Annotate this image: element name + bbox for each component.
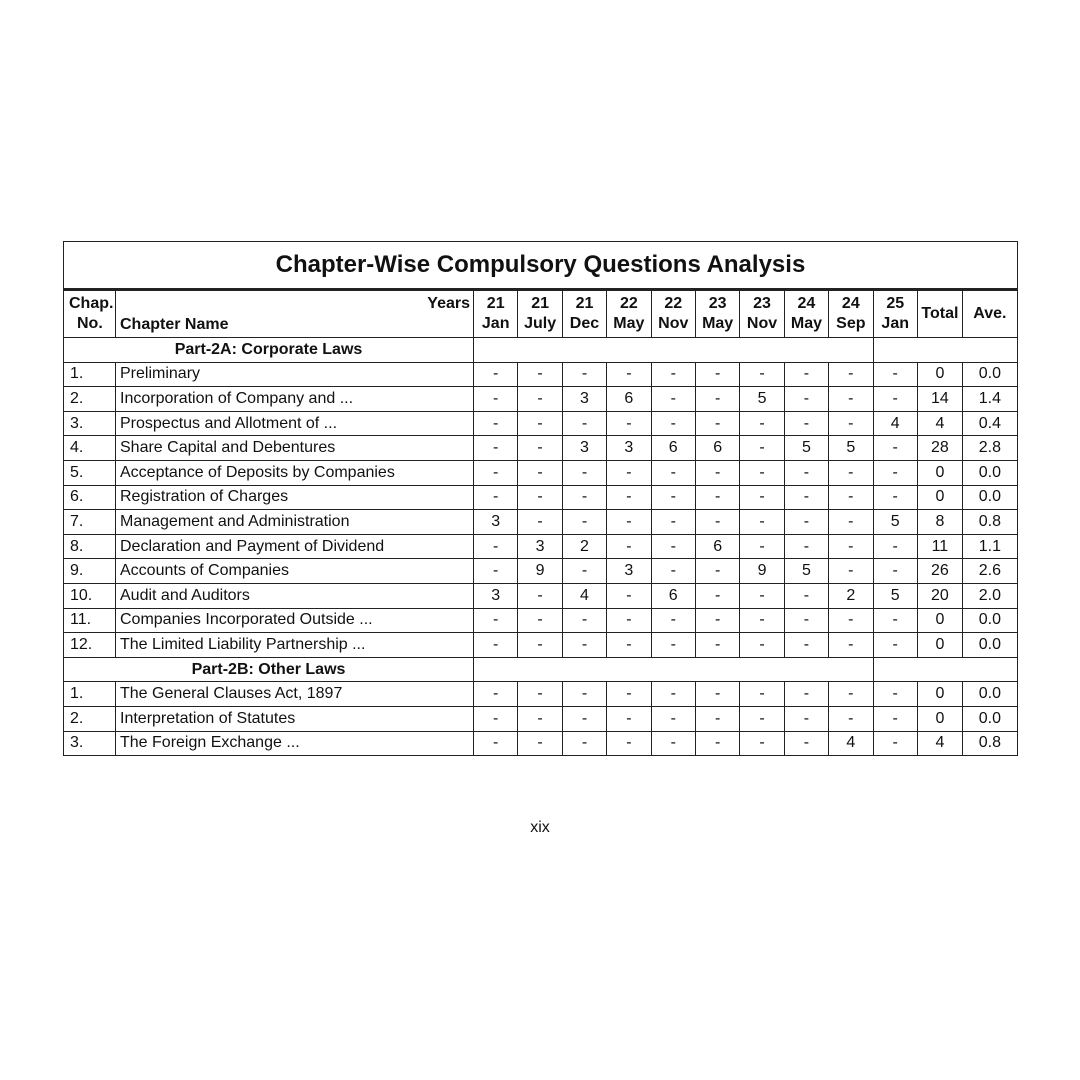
total-cell: 14 [917, 387, 962, 412]
year-value-cell: - [607, 534, 651, 559]
chapter-number: 6. [64, 485, 116, 510]
year-value-cell: - [784, 608, 828, 633]
year-value-cell: - [740, 485, 784, 510]
year-value-cell: - [562, 559, 606, 584]
year-value-cell: - [474, 387, 518, 412]
chapter-name: Registration of Charges [116, 485, 474, 510]
year-value-cell: - [651, 510, 695, 535]
year-value-cell: 6 [607, 387, 651, 412]
part-label: Part-2A: Corporate Laws [64, 338, 474, 363]
year-value-cell: - [562, 362, 606, 387]
chapter-name: Companies Incorporated Outside ... [116, 608, 474, 633]
year-value-cell: - [474, 460, 518, 485]
part-blank-cell [873, 657, 1017, 682]
year-value-cell: - [651, 608, 695, 633]
year-value-cell: - [607, 362, 651, 387]
chapter-number: 4. [64, 436, 116, 461]
total-cell: 0 [917, 362, 962, 387]
year-value-cell: 5 [873, 510, 917, 535]
year-value-cell: - [740, 460, 784, 485]
part-blank-cell [474, 338, 874, 363]
table-row [64, 362, 1018, 387]
analysis-table-container [63, 241, 1017, 756]
year-value-cell: - [562, 633, 606, 658]
year-value-cell: - [518, 510, 562, 535]
year-value-cell: - [474, 485, 518, 510]
total-cell: 8 [917, 510, 962, 535]
year-value-cell: - [829, 460, 873, 485]
year-label: 22 [664, 295, 683, 312]
year-value-cell: 3 [518, 534, 562, 559]
table-row [64, 534, 1018, 559]
year-value-cell: - [562, 731, 606, 756]
year-value-cell: - [695, 731, 739, 756]
year-value-cell: - [695, 485, 739, 510]
year-value-cell: - [695, 510, 739, 535]
year-value-cell: 3 [474, 583, 518, 608]
chapter-name: Declaration and Payment of Dividend [116, 534, 474, 559]
year-value-cell: - [829, 559, 873, 584]
chapter-name: Audit and Auditors [116, 583, 474, 608]
chapter-name: Accounts of Companies [116, 559, 474, 584]
year-column-header [695, 290, 739, 338]
year-value-cell: - [784, 534, 828, 559]
year-value-cell: - [784, 510, 828, 535]
years-label: Years [427, 295, 470, 312]
year-value-cell: - [784, 706, 828, 731]
year-value-cell: - [873, 682, 917, 707]
table-row [64, 460, 1018, 485]
year-value-cell: - [607, 411, 651, 436]
chapter-name: Management and Administration [116, 510, 474, 535]
year-value-cell: - [829, 387, 873, 412]
year-label: 21 [575, 295, 594, 312]
year-value-cell: - [474, 706, 518, 731]
chapter-number: 7. [64, 510, 116, 535]
chapter-name: Acceptance of Deposits by Companies [116, 460, 474, 485]
chapter-number: 11. [64, 608, 116, 633]
year-value-cell: - [607, 633, 651, 658]
ave-cell: 0.8 [962, 731, 1017, 756]
chap-no-header [64, 290, 116, 338]
year-value-cell: - [829, 411, 873, 436]
year-value-cell: - [740, 510, 784, 535]
ave-cell: 0.0 [962, 682, 1017, 707]
year-value-cell: 5 [873, 583, 917, 608]
year-value-cell: - [784, 460, 828, 485]
ave-cell: 0.8 [962, 510, 1017, 535]
table-row [64, 608, 1018, 633]
total-cell: 4 [917, 411, 962, 436]
total-cell: 26 [917, 559, 962, 584]
total-cell: 0 [917, 485, 962, 510]
month-label: Nov [658, 315, 689, 332]
year-value-cell: - [740, 706, 784, 731]
year-value-cell: - [651, 387, 695, 412]
year-value-cell: - [829, 633, 873, 658]
year-value-cell: - [695, 362, 739, 387]
ave-cell: 0.0 [962, 633, 1017, 658]
year-value-cell: - [829, 682, 873, 707]
chapter-number: 8. [64, 534, 116, 559]
year-label: 23 [708, 295, 727, 312]
chapter-number: 10. [64, 583, 116, 608]
year-value-cell: 9 [740, 559, 784, 584]
total-cell: 0 [917, 706, 962, 731]
header-row [64, 290, 1018, 338]
year-value-cell: 6 [651, 436, 695, 461]
total-cell: 0 [917, 633, 962, 658]
year-value-cell: - [651, 731, 695, 756]
year-value-cell: - [474, 362, 518, 387]
year-value-cell: - [695, 583, 739, 608]
chapter-number: 3. [64, 411, 116, 436]
part-heading-row [64, 657, 1018, 682]
year-value-cell: - [651, 682, 695, 707]
year-value-cell: - [829, 534, 873, 559]
year-value-cell: 5 [740, 387, 784, 412]
year-value-cell: - [829, 510, 873, 535]
year-value-cell: - [695, 633, 739, 658]
month-label: May [702, 315, 734, 332]
year-value-cell: - [607, 608, 651, 633]
year-value-cell: - [518, 460, 562, 485]
chap-no-line2: No. [77, 315, 103, 332]
year-value-cell: - [829, 706, 873, 731]
year-value-cell: - [695, 608, 739, 633]
part-blank-cell [474, 657, 874, 682]
year-value-cell: - [562, 608, 606, 633]
total-cell: 28 [917, 436, 962, 461]
year-value-cell: - [873, 362, 917, 387]
ave-cell: 2.0 [962, 583, 1017, 608]
total-cell: 0 [917, 608, 962, 633]
chapter-name: Prospectus and Allotment of ... [116, 411, 474, 436]
part-heading-row [64, 338, 1018, 363]
chapter-name: Interpretation of Statutes [116, 706, 474, 731]
chapter-name: Preliminary [116, 362, 474, 387]
year-value-cell: - [562, 706, 606, 731]
year-value-cell: - [695, 559, 739, 584]
year-value-cell: - [474, 411, 518, 436]
year-value-cell: - [740, 633, 784, 658]
year-column-header [474, 290, 518, 338]
total-header: Total [917, 290, 962, 338]
year-value-cell: - [784, 411, 828, 436]
year-value-cell: - [695, 411, 739, 436]
year-value-cell: 9 [518, 559, 562, 584]
year-value-cell: - [474, 633, 518, 658]
total-cell: 0 [917, 682, 962, 707]
year-column-header [607, 290, 651, 338]
year-value-cell: - [873, 460, 917, 485]
year-value-cell: - [518, 633, 562, 658]
year-value-cell: - [607, 583, 651, 608]
year-value-cell: - [873, 436, 917, 461]
year-value-cell: - [784, 682, 828, 707]
year-value-cell: - [474, 534, 518, 559]
analysis-table [63, 241, 1018, 756]
year-label: 25 [886, 295, 905, 312]
year-value-cell: - [562, 460, 606, 485]
year-value-cell: - [474, 608, 518, 633]
year-value-cell: - [518, 436, 562, 461]
month-label: May [613, 315, 645, 332]
year-value-cell: - [651, 633, 695, 658]
year-value-cell: - [740, 682, 784, 707]
chapter-name: Share Capital and Debentures [116, 436, 474, 461]
ave-cell: 2.8 [962, 436, 1017, 461]
year-value-cell: - [784, 485, 828, 510]
table-row [64, 731, 1018, 756]
year-value-cell: - [651, 485, 695, 510]
year-label: 21 [486, 295, 505, 312]
year-value-cell: - [607, 731, 651, 756]
year-column-header [651, 290, 695, 338]
year-value-cell: 5 [784, 436, 828, 461]
year-value-cell: - [873, 559, 917, 584]
total-cell: 4 [917, 731, 962, 756]
year-value-cell: 4 [562, 583, 606, 608]
year-value-cell: - [651, 362, 695, 387]
chapter-name: The Limited Liability Partnership ... [116, 633, 474, 658]
year-value-cell: - [607, 460, 651, 485]
year-value-cell: - [695, 387, 739, 412]
year-value-cell: - [740, 583, 784, 608]
part-blank-cell [873, 338, 1017, 363]
year-value-cell: - [518, 682, 562, 707]
year-value-cell: 6 [695, 436, 739, 461]
year-value-cell: - [607, 485, 651, 510]
year-value-cell: - [562, 510, 606, 535]
year-value-cell: - [740, 608, 784, 633]
chapter-number: 2. [64, 387, 116, 412]
year-label: 23 [753, 295, 771, 312]
year-value-cell: 4 [829, 731, 873, 756]
year-value-cell: - [873, 633, 917, 658]
year-value-cell: - [784, 633, 828, 658]
total-cell: 0 [917, 460, 962, 485]
year-value-cell: - [873, 485, 917, 510]
year-value-cell: 4 [873, 411, 917, 436]
chapter-name: The Foreign Exchange ... [116, 731, 474, 756]
year-value-cell: - [562, 485, 606, 510]
year-value-cell: - [740, 731, 784, 756]
chapter-number: 5. [64, 460, 116, 485]
year-value-cell: - [607, 682, 651, 707]
table-row [64, 633, 1018, 658]
total-cell: 20 [917, 583, 962, 608]
ave-cell: 0.0 [962, 485, 1017, 510]
page-number: xix [530, 819, 550, 836]
year-value-cell: - [607, 510, 651, 535]
year-value-cell: - [474, 436, 518, 461]
year-label: 24 [841, 295, 860, 312]
year-value-cell: 2 [829, 583, 873, 608]
chap-no-line1: Chap. [69, 295, 114, 312]
year-value-cell: - [518, 706, 562, 731]
year-value-cell: - [474, 559, 518, 584]
year-value-cell: - [518, 387, 562, 412]
year-value-cell: 3 [607, 559, 651, 584]
chapter-name: The General Clauses Act, 1897 [116, 682, 474, 707]
table-row [64, 387, 1018, 412]
table-row [64, 706, 1018, 731]
part-label: Part-2B: Other Laws [64, 657, 474, 682]
year-value-cell: - [518, 731, 562, 756]
year-value-cell: - [740, 534, 784, 559]
chapter-number: 9. [64, 559, 116, 584]
year-value-cell: - [651, 411, 695, 436]
year-value-cell: - [651, 706, 695, 731]
year-label: 24 [797, 295, 816, 312]
chapter-number: 3. [64, 731, 116, 756]
year-value-cell: - [562, 682, 606, 707]
month-label: Jan [881, 315, 909, 332]
month-label: Dec [569, 315, 600, 332]
chapter-number: 12. [64, 633, 116, 658]
year-value-cell: - [518, 485, 562, 510]
total-cell: 11 [917, 534, 962, 559]
year-value-cell: - [518, 583, 562, 608]
ave-cell: 0.0 [962, 608, 1017, 633]
year-column-header [562, 290, 606, 338]
year-column-header [784, 290, 828, 338]
ave-cell: 0.0 [962, 460, 1017, 485]
ave-cell: 0.0 [962, 362, 1017, 387]
year-value-cell: - [695, 460, 739, 485]
table-row [64, 485, 1018, 510]
year-value-cell: - [740, 436, 784, 461]
year-value-cell: 3 [474, 510, 518, 535]
table-title: Chapter-Wise Compulsory Questions Analysis [64, 242, 1018, 290]
table-row [64, 682, 1018, 707]
year-value-cell: 3 [607, 436, 651, 461]
year-label: 21 [531, 295, 549, 312]
year-value-cell: - [695, 682, 739, 707]
year-column-header [873, 290, 917, 338]
ave-cell: 1.1 [962, 534, 1017, 559]
year-value-cell: - [474, 682, 518, 707]
year-value-cell: 6 [695, 534, 739, 559]
year-value-cell: - [784, 731, 828, 756]
table-row [64, 510, 1018, 535]
year-value-cell: - [784, 387, 828, 412]
year-value-cell: - [873, 387, 917, 412]
year-value-cell: - [518, 362, 562, 387]
year-value-cell: - [651, 460, 695, 485]
year-value-cell: - [562, 411, 606, 436]
chapter-number: 1. [64, 682, 116, 707]
year-column-header [829, 290, 873, 338]
year-value-cell: - [740, 362, 784, 387]
year-value-cell: 3 [562, 436, 606, 461]
year-label: 22 [619, 295, 638, 312]
year-value-cell: - [695, 706, 739, 731]
year-column-header [740, 290, 784, 338]
year-value-cell: 3 [562, 387, 606, 412]
year-value-cell: - [829, 608, 873, 633]
year-value-cell: - [518, 608, 562, 633]
chapter-number: 2. [64, 706, 116, 731]
year-value-cell: - [873, 608, 917, 633]
month-label: July [524, 315, 557, 332]
year-column-header [518, 290, 562, 338]
table-row [64, 436, 1018, 461]
year-value-cell: - [518, 411, 562, 436]
chapter-number: 1. [64, 362, 116, 387]
year-value-cell: - [651, 534, 695, 559]
year-value-cell: - [873, 731, 917, 756]
ave-cell: 2.6 [962, 559, 1017, 584]
chapter-name-header [116, 290, 474, 338]
ave-header: Ave. [962, 290, 1017, 338]
ave-cell: 0.4 [962, 411, 1017, 436]
table-row [64, 583, 1018, 608]
year-value-cell: - [873, 534, 917, 559]
year-value-cell: - [651, 559, 695, 584]
month-label: Jan [481, 315, 510, 332]
year-value-cell: - [829, 485, 873, 510]
year-value-cell: 5 [784, 559, 828, 584]
year-value-cell: - [740, 411, 784, 436]
year-value-cell: 5 [829, 436, 873, 461]
year-value-cell: 2 [562, 534, 606, 559]
year-value-cell: - [607, 706, 651, 731]
ave-cell: 0.0 [962, 706, 1017, 731]
month-label: Sep [836, 315, 866, 332]
chapter-name-label: Chapter Name [120, 316, 229, 333]
year-value-cell: - [873, 706, 917, 731]
month-label: Nov [746, 315, 778, 332]
year-value-cell: 6 [651, 583, 695, 608]
table-body [64, 338, 1018, 756]
table-row [64, 559, 1018, 584]
year-value-cell: - [784, 583, 828, 608]
chapter-name: Incorporation of Company and ... [116, 387, 474, 412]
year-value-cell: - [474, 731, 518, 756]
ave-cell: 1.4 [962, 387, 1017, 412]
year-value-cell: - [784, 362, 828, 387]
table-row [64, 411, 1018, 436]
year-value-cell: - [829, 362, 873, 387]
month-label: May [790, 315, 822, 332]
